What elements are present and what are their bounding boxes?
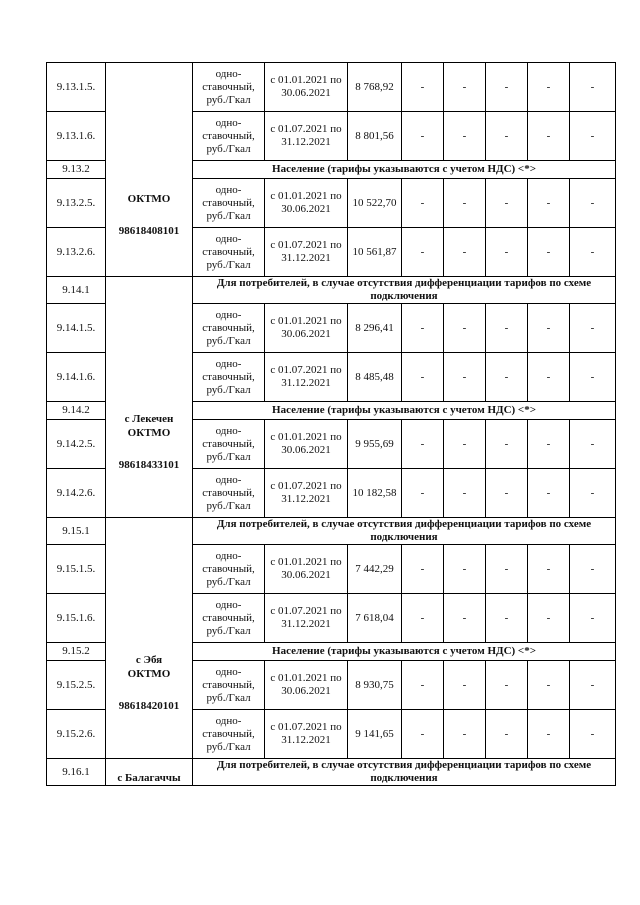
tariff-value: 8 296,41 xyxy=(348,304,402,353)
tariff-table xyxy=(46,62,616,786)
empty-cell: - xyxy=(528,353,570,402)
oktmo-label: ОКТМО xyxy=(127,427,171,439)
empty-cell: - xyxy=(444,304,486,353)
period: с 01.01.2021 по 30.06.2021 xyxy=(265,63,348,112)
oktmo-code: 98618433101 xyxy=(118,459,180,471)
section-header: Для потребителей, в случае отсутствия дифференциации тарифов по схеме подключения xyxy=(193,277,616,304)
empty-cell: - xyxy=(486,353,528,402)
empty-cell: - xyxy=(570,304,616,353)
region-cell xyxy=(106,759,193,786)
empty-cell: - xyxy=(486,710,528,759)
table-row xyxy=(47,63,616,112)
tariff-value: 8 930,75 xyxy=(348,661,402,710)
rate-type: одно-ставочный, руб./Гкал xyxy=(193,228,265,277)
period: с 01.01.2021 по 30.06.2021 xyxy=(265,545,348,594)
empty-cell: - xyxy=(570,710,616,759)
empty-cell: - xyxy=(570,228,616,277)
empty-cell: - xyxy=(570,112,616,161)
empty-cell: - xyxy=(528,661,570,710)
period: с 01.01.2021 по 30.06.2021 xyxy=(265,661,348,710)
empty-cell: - xyxy=(570,420,616,469)
row-code: 9.14.1.6. xyxy=(47,353,106,402)
row-code: 9.15.2 xyxy=(47,643,106,661)
empty-cell: - xyxy=(444,710,486,759)
empty-cell: - xyxy=(444,353,486,402)
period: с 01.07.2021 по 31.12.2021 xyxy=(265,594,348,643)
row-code: 9.14.2 xyxy=(47,402,106,420)
tariff-value: 10 561,87 xyxy=(348,228,402,277)
empty-cell: - xyxy=(402,353,444,402)
row-code: 9.15.1.5. xyxy=(47,545,106,594)
rate-type: одно-ставочный, руб./Гкал xyxy=(193,594,265,643)
empty-cell: - xyxy=(528,545,570,594)
empty-cell: - xyxy=(486,420,528,469)
empty-cell: - xyxy=(486,594,528,643)
empty-cell: - xyxy=(570,545,616,594)
empty-cell: - xyxy=(528,228,570,277)
row-code: 9.14.2.6. xyxy=(47,469,106,518)
oktmo-code: 98618408101 xyxy=(118,224,180,237)
row-code: 9.13.2.5. xyxy=(47,179,106,228)
empty-cell: - xyxy=(402,304,444,353)
empty-cell: - xyxy=(486,545,528,594)
tariff-value: 9 141,65 xyxy=(348,710,402,759)
empty-cell: - xyxy=(528,179,570,228)
empty-cell: - xyxy=(570,63,616,112)
empty-cell: - xyxy=(402,594,444,643)
empty-cell: - xyxy=(444,594,486,643)
row-code: 9.13.1.5. xyxy=(47,63,106,112)
empty-cell: - xyxy=(570,469,616,518)
region-cell xyxy=(106,518,193,759)
empty-cell: - xyxy=(486,179,528,228)
row-code: 9.14.2.5. xyxy=(47,420,106,469)
rate-type: одно-ставочный, руб./Гкал xyxy=(193,63,265,112)
period: с 01.07.2021 по 31.12.2021 xyxy=(265,469,348,518)
empty-cell: - xyxy=(402,63,444,112)
row-code: 9.15.2.6. xyxy=(47,710,106,759)
settlement-name: с Лекечен xyxy=(124,413,174,425)
section-header: Для потребителей, в случае отсутствия дифференциации тарифов по схеме подключения xyxy=(193,518,616,545)
rate-type: одно-ставочный, руб./Гкал xyxy=(193,112,265,161)
empty-cell: - xyxy=(528,420,570,469)
region-cell xyxy=(106,63,193,277)
section-header-row xyxy=(47,759,616,786)
tariff-value: 7 618,04 xyxy=(348,594,402,643)
settlement-name: с Балагаччы xyxy=(117,772,181,784)
empty-cell: - xyxy=(444,179,486,228)
rate-type: одно-ставочный, руб./Гкал xyxy=(193,353,265,402)
period: с 01.01.2021 по 30.06.2021 xyxy=(265,304,348,353)
tariff-value: 8 801,56 xyxy=(348,112,402,161)
oktmo-label: ОКТМО xyxy=(127,192,171,205)
section-header: Население (тарифы указываются с учетом НДС) <*> xyxy=(193,402,616,420)
tariff-value: 10 182,58 xyxy=(348,469,402,518)
empty-cell: - xyxy=(528,594,570,643)
empty-cell: - xyxy=(402,179,444,228)
section-header: Население (тарифы указываются с учетом НДС) <*> xyxy=(193,161,616,179)
empty-cell: - xyxy=(444,545,486,594)
region-cell xyxy=(106,277,193,518)
tariff-value: 8 485,48 xyxy=(348,353,402,402)
empty-cell: - xyxy=(486,661,528,710)
period: с 01.01.2021 по 30.06.2021 xyxy=(265,420,348,469)
empty-cell: - xyxy=(528,304,570,353)
period: с 01.07.2021 по 31.12.2021 xyxy=(265,112,348,161)
row-code: 9.13.2.6. xyxy=(47,228,106,277)
row-code: 9.14.1.5. xyxy=(47,304,106,353)
section-header-row xyxy=(47,277,616,304)
period: с 01.07.2021 по 31.12.2021 xyxy=(265,710,348,759)
empty-cell: - xyxy=(570,594,616,643)
rate-type: одно-ставочный, руб./Гкал xyxy=(193,420,265,469)
empty-cell: - xyxy=(444,420,486,469)
empty-cell: - xyxy=(486,112,528,161)
rate-type: одно-ставочный, руб./Гкал xyxy=(193,304,265,353)
oktmo-label: ОКТМО xyxy=(127,668,171,680)
empty-cell: - xyxy=(486,228,528,277)
rate-type: одно-ставочный, руб./Гкал xyxy=(193,661,265,710)
empty-cell: - xyxy=(486,304,528,353)
empty-cell: - xyxy=(402,228,444,277)
row-code: 9.13.2 xyxy=(47,161,106,179)
row-code: 9.15.1 xyxy=(47,518,106,545)
empty-cell: - xyxy=(402,420,444,469)
row-code: 9.14.1 xyxy=(47,277,106,304)
empty-cell: - xyxy=(444,228,486,277)
empty-cell: - xyxy=(486,63,528,112)
empty-cell: - xyxy=(402,710,444,759)
empty-cell: - xyxy=(444,661,486,710)
empty-cell: - xyxy=(570,179,616,228)
empty-cell: - xyxy=(444,63,486,112)
row-code: 9.16.1 xyxy=(47,759,106,786)
period: с 01.07.2021 по 31.12.2021 xyxy=(265,228,348,277)
empty-cell: - xyxy=(528,63,570,112)
settlement-name: с Эбя xyxy=(135,654,163,666)
empty-cell: - xyxy=(444,469,486,518)
empty-cell: - xyxy=(444,112,486,161)
tariff-value: 8 768,92 xyxy=(348,63,402,112)
tariff-value: 7 442,29 xyxy=(348,545,402,594)
row-code: 9.13.1.6. xyxy=(47,112,106,161)
section-header: Для потребителей, в случае отсутствия дифференциации тарифов по схеме подключения xyxy=(193,759,616,786)
row-code: 9.15.2.5. xyxy=(47,661,106,710)
row-code: 9.15.1.6. xyxy=(47,594,106,643)
tariff-value: 9 955,69 xyxy=(348,420,402,469)
empty-cell: - xyxy=(570,661,616,710)
rate-type: одно-ставочный, руб./Гкал xyxy=(193,710,265,759)
empty-cell: - xyxy=(402,661,444,710)
period: с 01.07.2021 по 31.12.2021 xyxy=(265,353,348,402)
empty-cell: - xyxy=(402,545,444,594)
tariff-value: 10 522,70 xyxy=(348,179,402,228)
empty-cell: - xyxy=(486,469,528,518)
section-header-row xyxy=(47,518,616,545)
section-header: Население (тарифы указываются с учетом НДС) <*> xyxy=(193,643,616,661)
empty-cell: - xyxy=(402,469,444,518)
oktmo-code: 98618420101 xyxy=(118,700,180,712)
period: с 01.01.2021 по 30.06.2021 xyxy=(265,179,348,228)
empty-cell: - xyxy=(528,469,570,518)
rate-type: одно-ставочный, руб./Гкал xyxy=(193,179,265,228)
rate-type: одно-ставочный, руб./Гкал xyxy=(193,545,265,594)
empty-cell: - xyxy=(528,112,570,161)
empty-cell: - xyxy=(570,353,616,402)
empty-cell: - xyxy=(402,112,444,161)
empty-cell: - xyxy=(528,710,570,759)
rate-type: одно-ставочный, руб./Гкал xyxy=(193,469,265,518)
